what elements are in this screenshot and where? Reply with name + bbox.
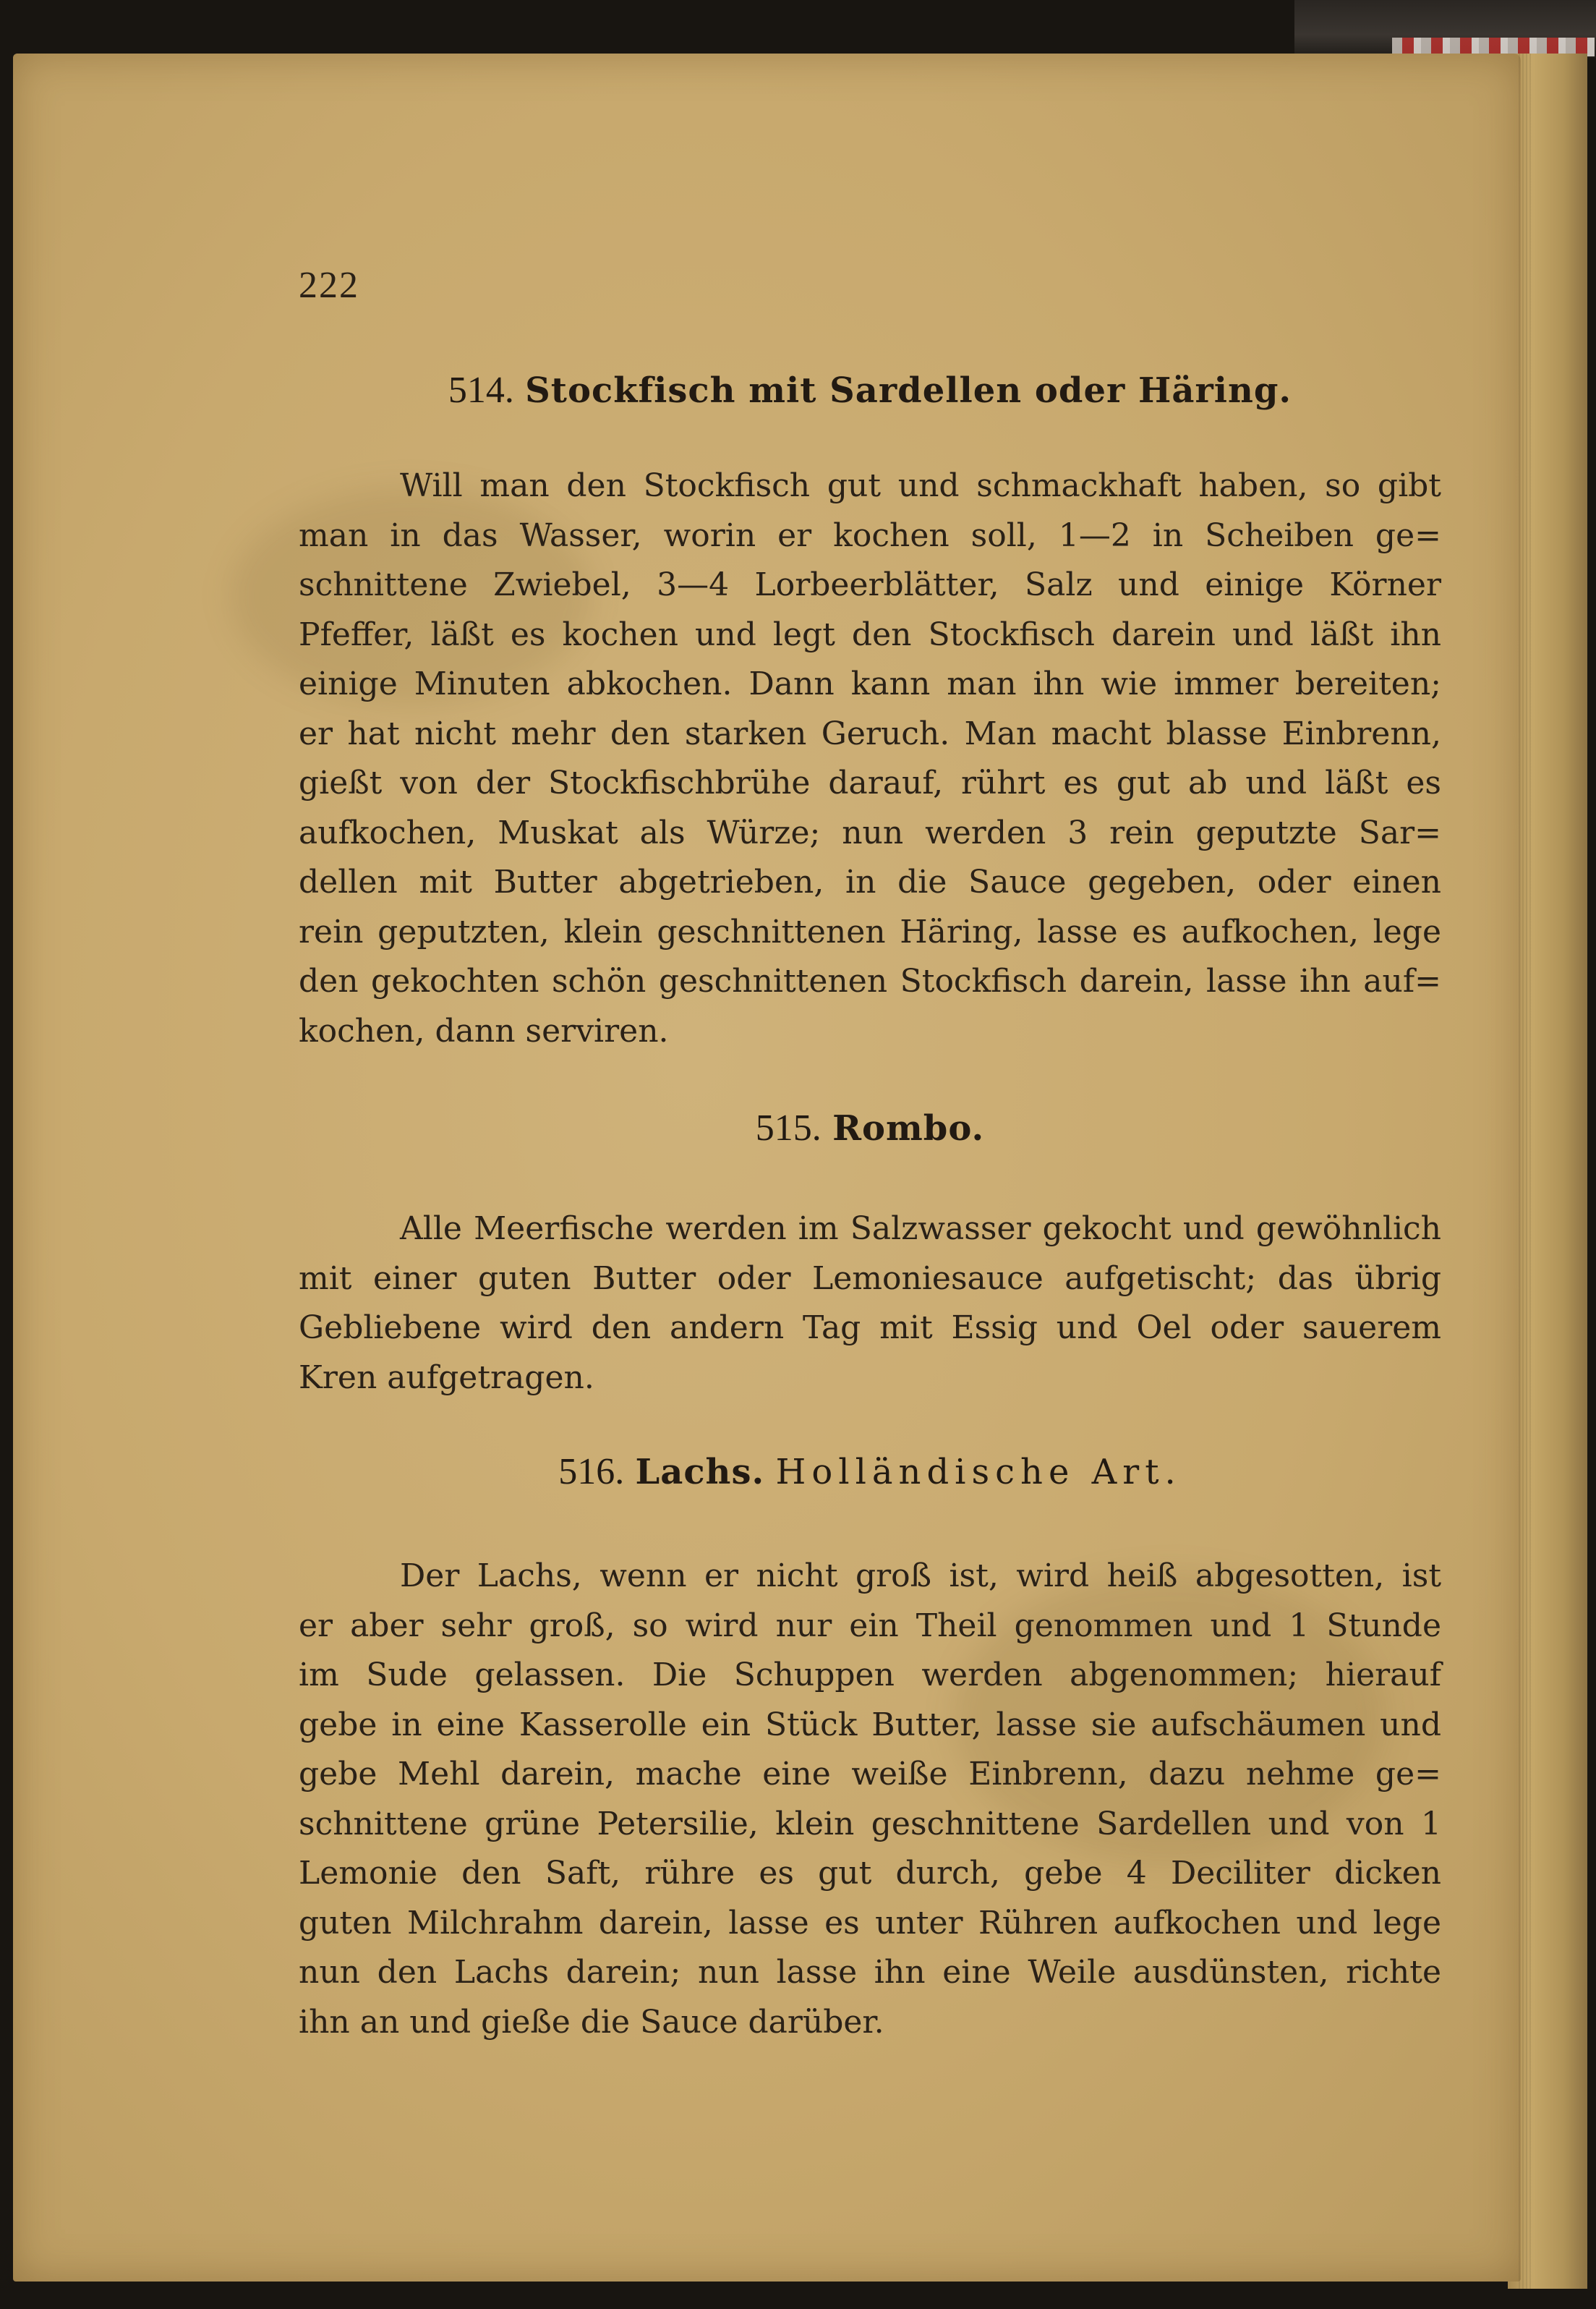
text-line: schnittene Zwiebel, 3—4 Lorbeerblätter, Salz und einige Körner xyxy=(299,566,1441,603)
recipe-text-516 xyxy=(299,1552,1441,2047)
text-line: den gekochten schön geschnittenen Stockfisch darein, lasse ihn auf= xyxy=(299,963,1441,1000)
recipe-title: Lachs. xyxy=(635,1452,765,1492)
text-line: einige Minuten abkochen. Dann kann man ihn wie immer bereiten; xyxy=(299,666,1441,702)
text-line: Der Lachs, wenn er nicht groß ist, wird heiß abgesotten, ist xyxy=(400,1557,1441,1594)
text-line: Will man den Stockfisch gut und schmackhaft haben, so gibt xyxy=(400,467,1441,504)
text-line: Gebliebene wird den andern Tag mit Essig und Oel oder sauerem xyxy=(299,1309,1441,1346)
recipe-number: 516. xyxy=(558,1451,625,1492)
text-line: Alle Meerfische werden im Salzwasser gekocht und gewöhnlich xyxy=(400,1210,1441,1247)
recipe-heading-515 xyxy=(299,1107,1441,1149)
recipe-subtitle: Holländische Art. xyxy=(775,1452,1182,1492)
recipe-heading-514 xyxy=(299,369,1441,412)
text-line: nun den Lachs darein; nun lasse ihn eine Weile ausdünsten, richte xyxy=(299,1954,1441,1991)
text-line: er hat nicht mehr den starken Geruch. Man macht blasse Einbrenn, xyxy=(299,715,1441,752)
text-line: Kren aufgetragen. xyxy=(299,1358,594,1396)
recipe-number: 515. xyxy=(755,1107,822,1149)
recipe-heading-516 xyxy=(299,1450,1441,1493)
recipe-text-515 xyxy=(299,1204,1441,1403)
text-line: dellen mit Butter abgetrieben, in die Sauce gegeben, oder einen xyxy=(299,864,1441,901)
recipe-title: Stockfisch mit Sardellen oder Häring. xyxy=(525,370,1292,411)
text-line: schnittene grüne Petersilie, klein geschnittene Sardellen und von 1 xyxy=(299,1805,1441,1842)
text-line: gebe in eine Kasserolle ein Stück Butter, lasse sie aufschäumen und xyxy=(299,1706,1441,1743)
page-number: 222 xyxy=(299,265,359,306)
text-line: Pfeffer, läßt es kochen und legt den Stockfisch darein und läßt ihn xyxy=(299,616,1441,653)
recipe-text-514 xyxy=(299,462,1441,1056)
text-line: gießt von der Stockfischbrühe darauf, rührt es gut ab und läßt es xyxy=(299,765,1441,801)
recipe-title: Rombo. xyxy=(832,1108,985,1149)
text-line: aufkochen, Muskat als Würze; nun werden 3 rein geputzte Sar= xyxy=(299,814,1441,851)
text-line: Lemonie den Saft, rühre es gut durch, gebe 4 Deciliter dicken xyxy=(299,1855,1441,1892)
text-line: ihn an und gieße die Sauce darüber. xyxy=(299,2003,884,2041)
recipe-number: 514. xyxy=(448,370,514,411)
text-line: man in das Wasser, worin er kochen soll, 1—2 in Scheiben ge= xyxy=(299,516,1441,554)
text-line: im Sude gelassen. Die Schuppen werden abgenommen; hierauf xyxy=(299,1657,1441,1693)
text-line: gebe Mehl darein, mache eine weiße Einbrenn, dazu nehme ge= xyxy=(299,1756,1441,1793)
text-line: rein geputzten, klein geschnittenen Häring, lasse es aufkochen, lege xyxy=(299,913,1441,951)
text-line: mit einer guten Butter oder Lemoniesauce aufgetischt; das übrig xyxy=(299,1259,1441,1297)
page-edges xyxy=(1519,54,1533,2289)
text-line: er aber sehr groß, so wird nur ein Theil genommen und 1 Stunde xyxy=(299,1607,1441,1644)
text-line: guten Milchrahm darein, lasse es unter Rühren aufkochen und lege xyxy=(299,1904,1441,1942)
text-line: kochen, dann serviren. xyxy=(299,1012,669,1050)
